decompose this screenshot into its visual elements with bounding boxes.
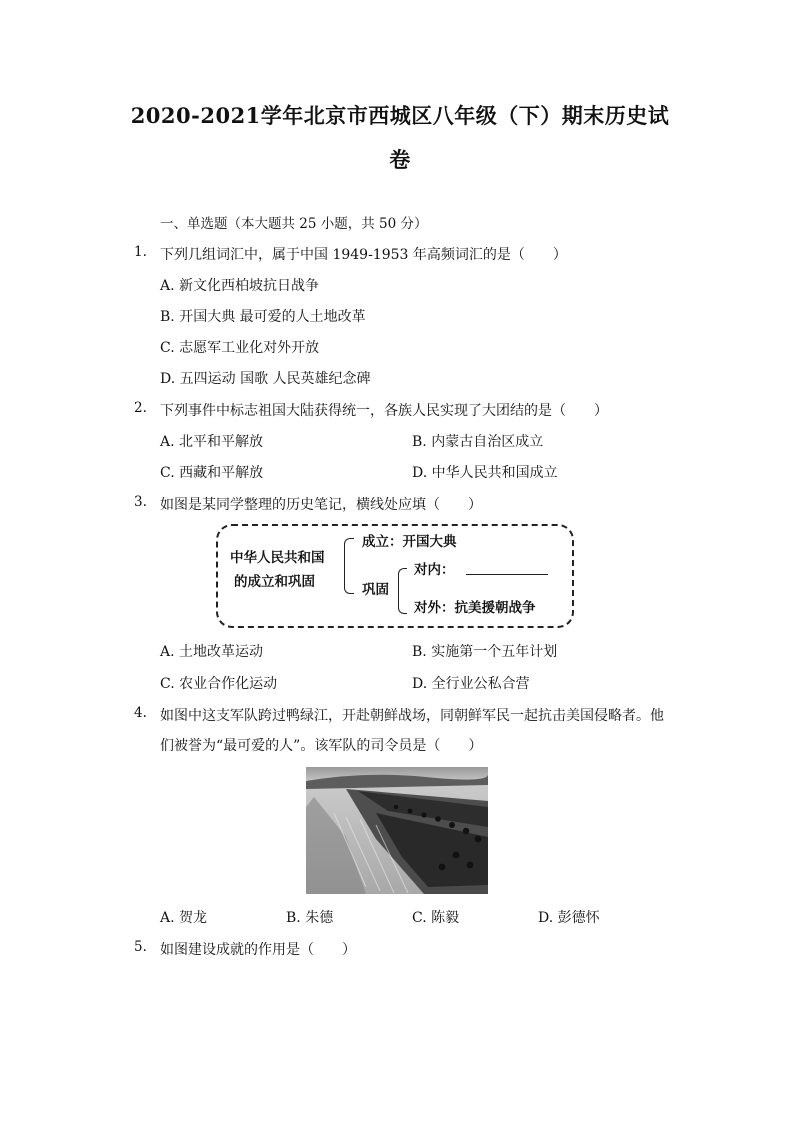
exam-title-line2: 卷 xyxy=(389,147,411,172)
question-4-number: 4. xyxy=(134,705,147,721)
question-3-option-c: C. 农业合作化运动 xyxy=(160,676,278,692)
note-outer-bracket xyxy=(344,538,354,594)
question-1-option-c: C. 志愿军工业化对外开放 xyxy=(160,340,320,356)
note-external: 对外：抗美援朝战争 xyxy=(414,600,536,616)
note-left-line2: 的成立和巩固 xyxy=(234,574,315,590)
question-2-option-a: A. 北平和平解放 xyxy=(160,434,264,450)
question-4-option-a: A. 贺龙 xyxy=(160,910,208,926)
question-3-text: 如图是某同学整理的历史笔记，横线处应填（ ） xyxy=(160,497,482,513)
question-4-text-line1: 如图中这支军队跨过鸭绿江，开赴朝鲜战场，同朝鲜军民一起抗击美国侵略者。他 xyxy=(160,708,664,724)
note-established: 成立：开国大典 xyxy=(362,534,457,550)
question-1-option-d: D. 五四运动 国歌 人民英雄纪念碑 xyxy=(160,371,371,387)
question-2-text: 下列事件中标志祖国大陆获得统一，各族人民实现了大团结的是（ ） xyxy=(160,403,608,419)
question-5-number: 5. xyxy=(134,939,147,955)
question-1-text: 下列几组词汇中，属于中国 1949-1953 年高频词汇的是（ ） xyxy=(160,247,567,263)
section-heading: 一、单选题（本大题共 25 小题，共 50 分） xyxy=(160,216,428,232)
question-1-number: 1. xyxy=(134,244,147,260)
question-2-option-d: D. 中华人民共和国成立 xyxy=(412,465,558,481)
question-3-number: 3. xyxy=(134,494,147,510)
note-internal: 对内： xyxy=(414,562,455,578)
exam-title-line1: 2020-2021学年北京市西城区八年级（下）期末历史试 xyxy=(130,103,670,128)
question-2-option-b: B. 内蒙古自治区成立 xyxy=(412,434,544,450)
question-4-text-line2: 们被誉为“最可爱的人”。该军队的司令员是（ ） xyxy=(160,738,483,754)
note-left-line1: 中华人民共和国 xyxy=(230,550,325,566)
question-3-option-b: B. 实施第一个五年计划 xyxy=(412,644,558,660)
army-crossing-photo-drawing xyxy=(306,767,488,894)
question-1-option-a: A. 新文化西柏坡抗日战争 xyxy=(160,278,320,294)
note-consolidate: 巩固 xyxy=(362,582,389,598)
history-note-diagram xyxy=(216,524,574,628)
question-1-option-b: B. 开国大典 最可爱的人土地改革 xyxy=(160,309,366,325)
question-3-option-a: A. 土地改革运动 xyxy=(160,644,264,660)
question-2-option-c: C. 西藏和平解放 xyxy=(160,465,264,481)
note-answer-blank xyxy=(466,574,548,575)
army-crossing-river-photo xyxy=(306,767,488,894)
question-2-number: 2. xyxy=(134,400,147,416)
note-inner-bracket xyxy=(398,568,407,614)
question-5-text: 如图建设成就的作用是（ ） xyxy=(160,942,356,958)
question-4-option-d: D. 彭德怀 xyxy=(538,910,600,926)
question-3-option-d: D. 全行业公私合营 xyxy=(412,676,530,692)
question-4-option-b: B. 朱德 xyxy=(286,910,334,926)
question-4-option-c: C. 陈毅 xyxy=(412,910,460,926)
